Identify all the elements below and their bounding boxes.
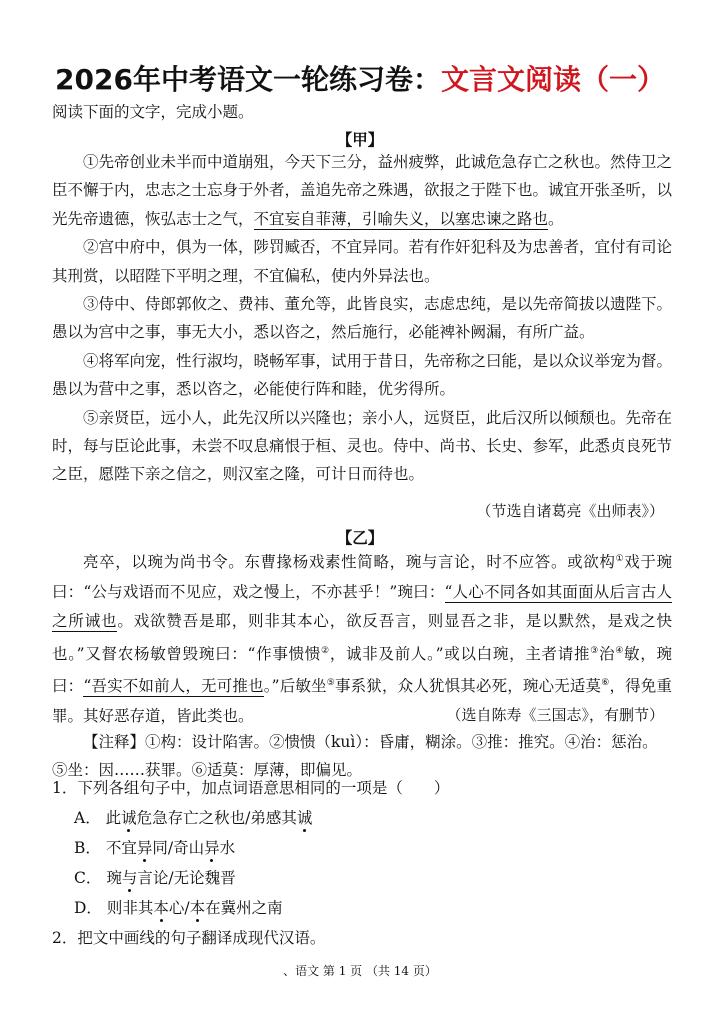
option-text: 心/ [168,899,190,917]
underlined-sentence-3: “吾实不如前人，无可推也 [83,677,264,696]
question-1-option-b[interactable] [74,836,235,858]
note-marker: ① [615,554,625,564]
dotted-word: 本 [153,899,169,917]
page-title [0,58,720,98]
note-marker: ④ [615,645,625,656]
instructions: 阅读下面的文字，完成小题。 [52,103,254,121]
annotation-text: 【注释】①构：设计陷害。②愦愦（kuì）：昏庸，糊涂。③推：推究。④治：惩治。⑤坐：因……获罪。⑥适莫：厚薄，即偏见。 [52,733,658,779]
note-marker: ③ [590,645,600,656]
paragraph-text: 。”后敏坐 [263,677,327,696]
question-1-option-c[interactable] [74,866,236,888]
paragraph-text: 敏，琬曰： [52,644,672,696]
option-text: 琬 [106,869,122,887]
passage-a [52,148,672,489]
option-letter: B． [74,839,101,857]
question-1-stem: 1．下列各组句子中，加点词语意思相同的一项是（ ） [52,779,450,797]
dotted-word: 诚 [296,809,313,827]
passage-b-heading: 【乙】 [336,528,384,547]
paragraph-text: 。 [548,209,564,228]
option-text: 不宜 [105,839,137,857]
paragraph-text: 治 [599,644,616,663]
option-text: 在冀州之南 [205,899,283,917]
passage-b-source: （选自陈寿《三国志》，有删节） [446,706,664,724]
page-footer: 、语文 第 1 页 （共 14 页） [283,964,437,978]
dotted-word: 异 [136,839,153,857]
question-1-option-d[interactable] [74,896,283,918]
option-text: 危急存亡之秋也/弟感其 [136,809,297,827]
option-letter: C． [74,869,102,887]
dotted-word: 诚 [121,809,137,827]
paragraph-text: ①先帝创业未半而中道崩殂，今天下三分，益州疲弊，此诚危急存亡之秋也。然侍卫之臣不懈于内，忠志之士忘身于外者，盖追先帝之殊遇，欲报之于陛下也。诚宜开张圣听，以光先帝遗德，恢弘志士之气， [52,153,673,228]
dotted-word: 异 [204,839,220,857]
option-letter: D． [74,899,102,917]
option-text: 言论/无论魏晋 [137,869,236,887]
passage-a-paragraph-3: ③侍中、侍郎郭攸之、费祎、董允等，此皆良实，志虑忠纯，是以先帝简拔以遗陛下。愚以为宫中之事，事无大小，悉以咨之，然后施行，必能裨补阙漏，有所广益。 [52,295,673,342]
option-text: 同/奇山 [152,839,205,857]
dotted-word: 本 [189,899,206,917]
paragraph-text: 戏于琬曰：“公与戏语而不见应，戏之慢上，不亦甚乎！”琬曰： [52,553,672,601]
title-main: 2026年中考语文一轮练习卷： [55,63,441,96]
passage-a-source: （节选自诸葛亮《出师表》） [476,502,664,520]
dotted-word: 与 [121,869,138,887]
paragraph-text: 事系狱，众人犹惧其必死，琬心无适莫 [334,677,602,696]
note-marker: ⑤ [326,678,335,689]
option-text: 则非其 [106,899,154,917]
note-marker: ⑥ [601,678,610,689]
passage-a-paragraph-1 [52,148,672,233]
passage-a-paragraph-5: ⑤亲贤臣，远小人，此先汉所以兴隆也；亲小人，远贤臣，此后汉所以倾颓也。先帝在时，每与臣论此事，未尝不叹息痛恨于桓、灵也。侍中、尚书、长史、参军，此悉贞良死节之臣，愿陛下亲之信之，则汉室之隆，可计日而待也。 [52,408,673,484]
underlined-sentence-1: 不宜妄自菲薄，引喻失义，以塞忠谏之路也 [253,209,549,228]
question-2-stem: 2．把文中画线的句子翻译成现代汉语。 [52,929,326,947]
option-text: 此 [105,809,122,827]
note-marker: ② [321,645,330,656]
paragraph-text: ，得免重罪。其好恶存道，皆此类也。 [52,677,672,725]
passage-a-paragraph-4: ④将军向宠，性行淑均，晓畅军事，试用于昔日，先帝称之曰能，是以众议举宠为督。愚以为营中之事，悉以咨之，必能使行阵和睦，优劣得所。 [52,351,673,399]
title-highlight: 文言文阅读（一） [440,63,665,96]
passage-a-paragraph-2: ②宫中府中，俱为一体，陟罚臧否，不宜异同。若有作奸犯科及为忠善者，宜付有司论其刑赏，以昭陛下平明之理，不宜偏私，使内外异法也。 [52,238,673,285]
paragraph-text: 亮卒，以琬为尚书令。东曹掾杨戏素性简略，琬与言论，时不应答。或欲构 [83,553,616,572]
paragraph-text: ，诚非及前人。”或以白琬，主者请推 [329,644,591,663]
option-text: 水 [219,839,236,857]
paragraph-text: 。戏欲赞吾是耶，则非其本心，欲反吾言，则显吾之非，是以默然，是戏之快也。”又督农杨敏曾毁琬曰：“作事愦愦 [52,612,672,663]
passage-a-heading: 【甲】 [336,130,384,149]
question-1-option-a[interactable] [74,806,312,828]
underlined-sentence-2: “人心不同各如其面面从后言古人之所诫也 [52,582,672,631]
option-letter: A． [74,809,101,827]
